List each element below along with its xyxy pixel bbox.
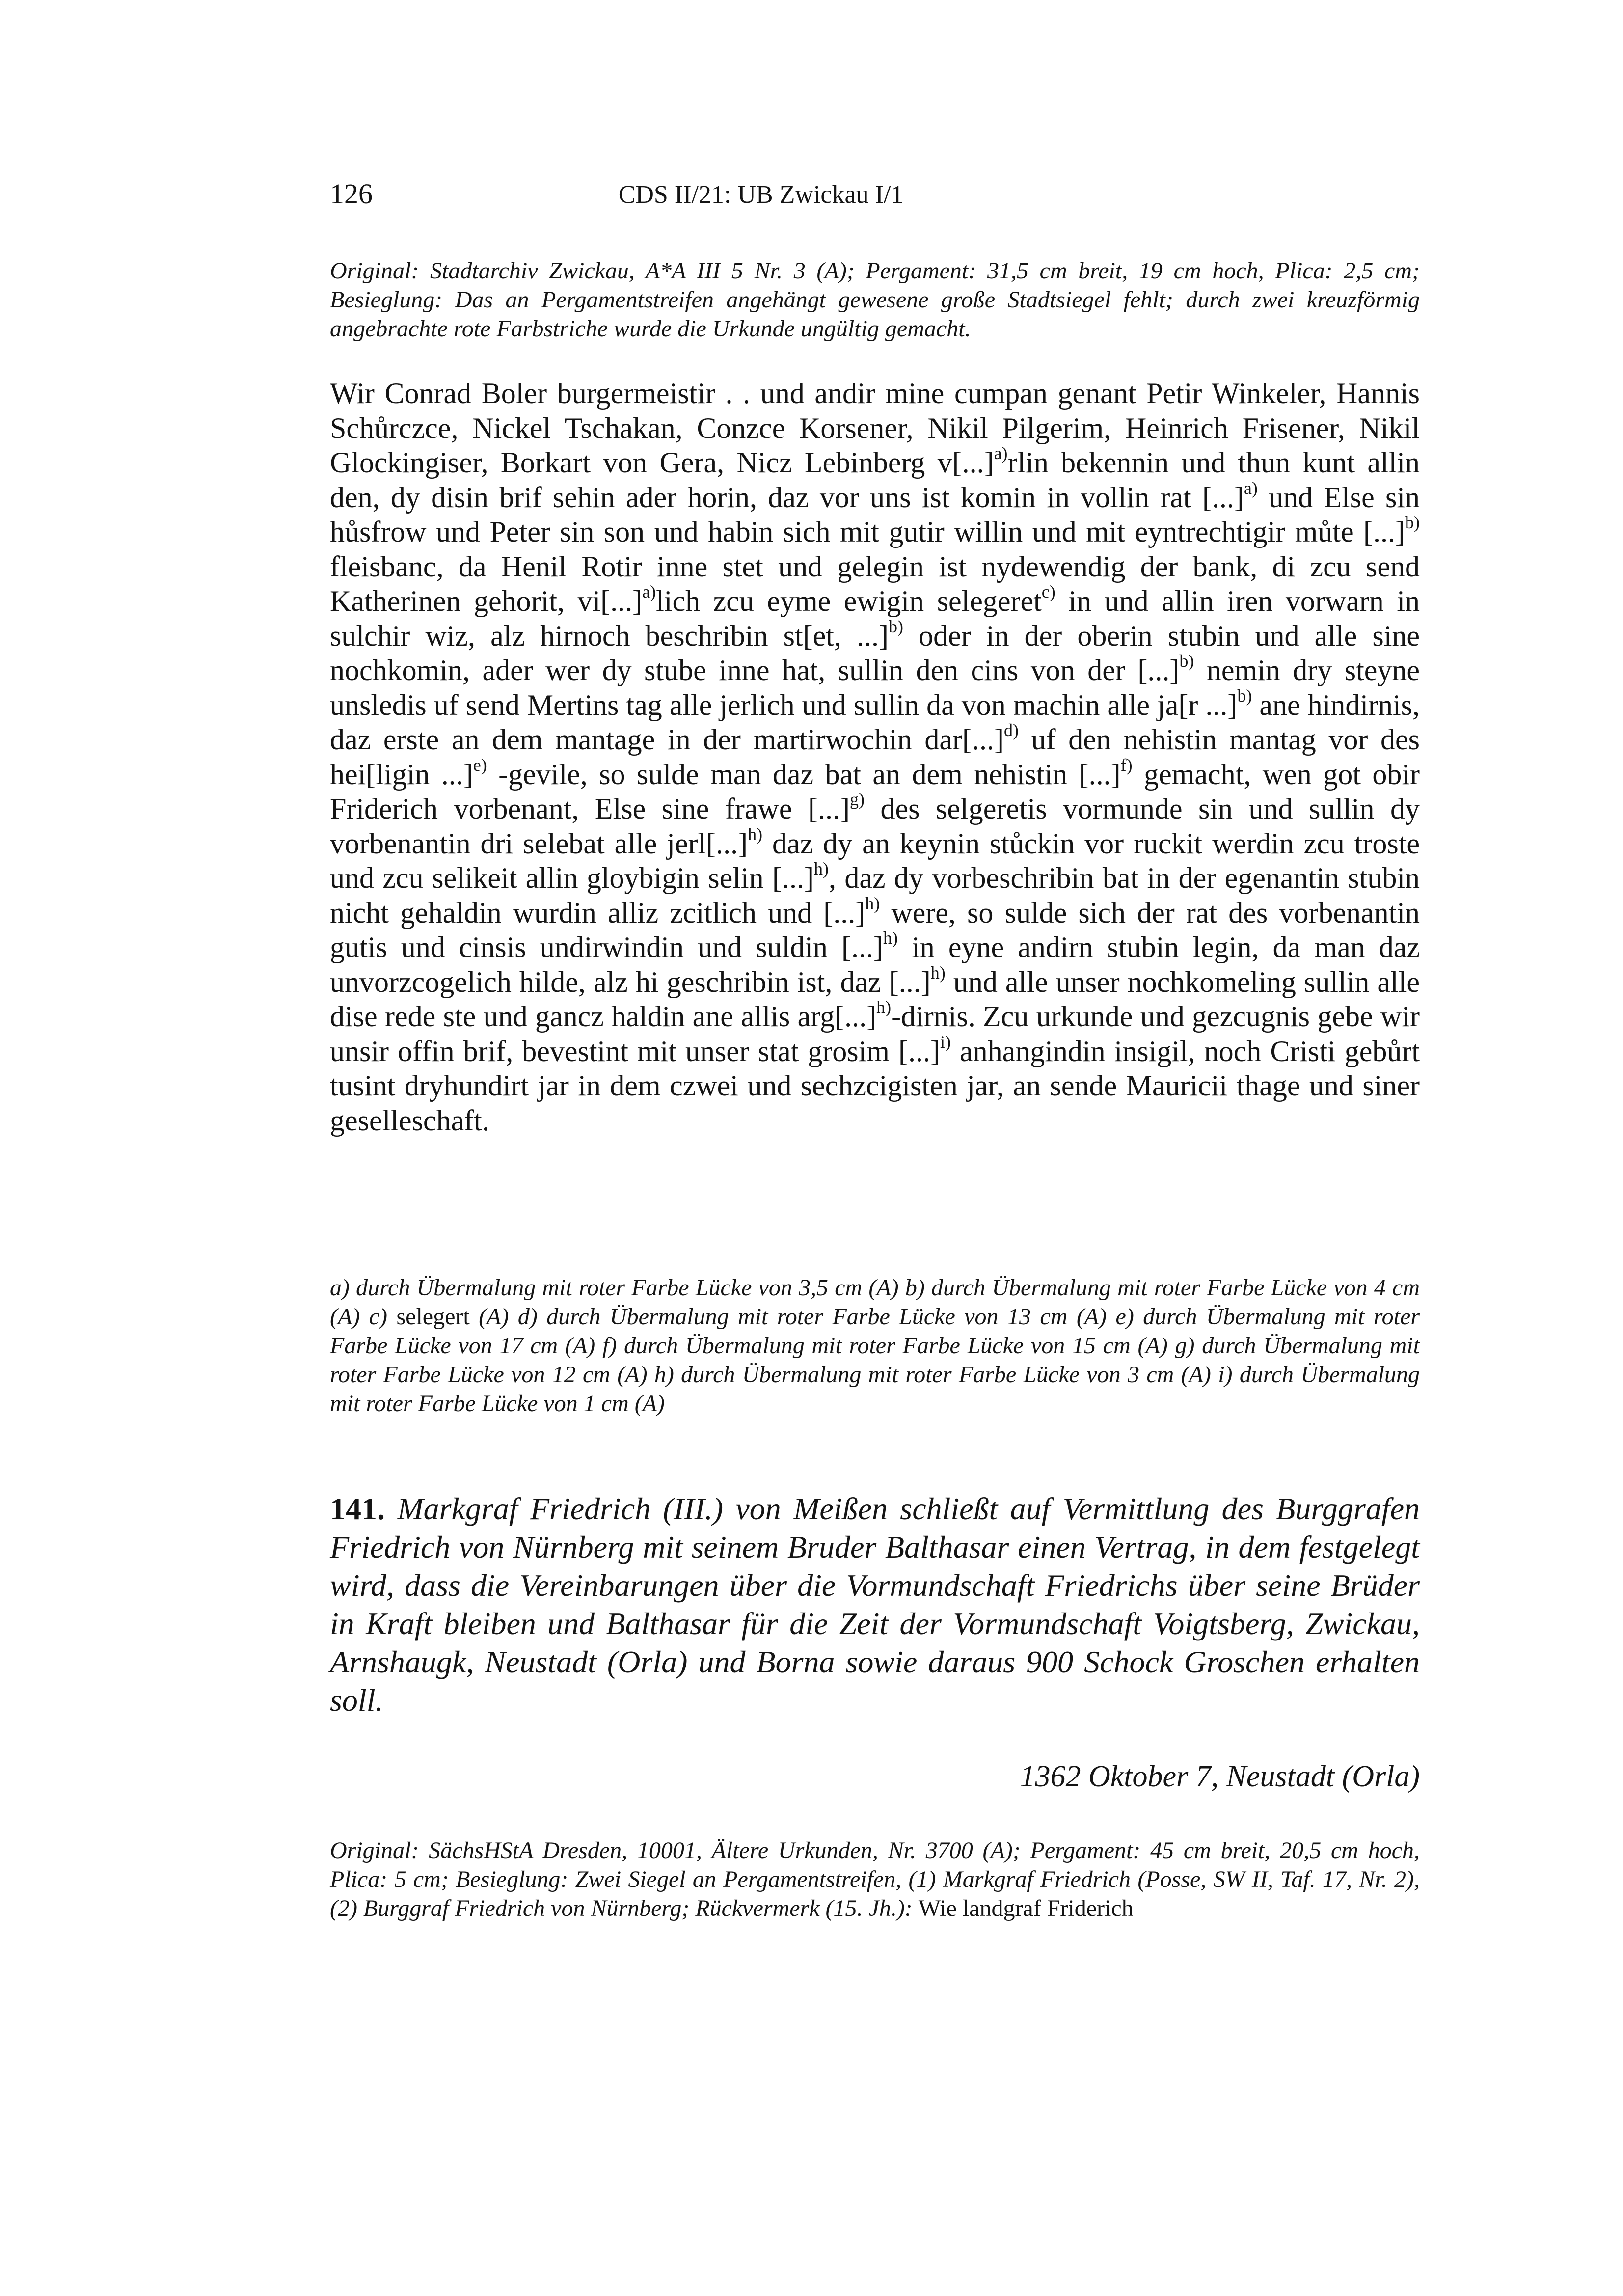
text-segment: fleisbanc, da Henil Rotir inne stet und gelegin ist nydewendig der bank, di zcu send Katherinen gehorit, vi[...] — [330, 550, 1420, 617]
text-segment: nemin dry steyne unsledis uf send Mertins tag alle jerlich und sullin da von machin alle ja[r ...] — [330, 654, 1420, 721]
source-note-text: Original: SächsHStA Dresden, 10001, Ältere Urkunden, Nr. 3700 (A); Pergament: 45 cm breit, 20,5 cm hoch, Plica: 5 cm; Besieglung: Zwei Siegel an Pergamentstreifen, (1) Markgraf Friedrich (Posse, SW II, Taf. 17, Nr. 2), (2) Burggraf Friedrich von Nürnberg; Rückvermerk (15. Jh.): — [330, 1837, 1420, 1921]
text-segment: gemacht, wen got obir Friderich vorbenant, Else sine frawe [...] — [330, 758, 1420, 825]
running-title: CDS II/21: UB Zwickau I/1 — [618, 181, 904, 209]
footnote-mark: h) — [813, 859, 829, 878]
text-segment: und alle unser nochkomeling sullin alle dise rede ste und gancz haldin ane allis arg[...] — [330, 965, 1420, 1033]
footnote-mark: d) — [1003, 720, 1019, 740]
footnote-mark: b) — [889, 616, 904, 636]
footnote-mark: h) — [930, 962, 946, 983]
footnote-mark: h) — [883, 928, 898, 948]
footnote-apparatus — [330, 1273, 1420, 1418]
date-place: 1362 Oktober 7, Neustadt (Orla) — [1020, 1760, 1420, 1793]
footnote-text: (A) d) durch Übermalung mit roter Farbe Lücke von 13 cm (A) e) durch Übermalung mit roter Farbe Lücke von 17 cm (A) f) durch Übermalung mit roter Farbe Lücke von 15 cm (A) g) durch Übermalung mit roter Farbe Lücke von 12 cm (A) h) durch Übermalung mit roter Farbe Lücke von 3 cm (A) i) durch Übermalung mit roter Farbe Lücke von 1 cm (A) — [330, 1304, 1420, 1417]
footnote-mark: c) — [1041, 582, 1055, 601]
text-segment: lich zcu eyme ewigin selegeret — [656, 585, 1042, 617]
text-segment: -dirnis. Zcu urkunde und gezcugnis gebe wir unsir offin brif, bevestint mit unser stat grosim [...] — [330, 1000, 1420, 1067]
document-number: 141. — [330, 1491, 385, 1526]
text-segment: oder in der oberin stubin und alle sine nochkomin, ader wer dy stube inne hat, sullin den cins von der [...] — [330, 619, 1420, 686]
dorsal-note-quote: Wie landgraf Friderich — [918, 1895, 1134, 1921]
footnote-mark: f) — [1120, 755, 1133, 775]
footnote-mark: e) — [473, 755, 487, 775]
footnote-variant-reading: selegert — [396, 1304, 470, 1330]
footnote-text: a) durch Übermalung mit roter Farbe Lücke von 3,5 cm (A) b) durch Übermalung mit roter Farbe Lücke von 4 cm (A) c) — [330, 1275, 1420, 1330]
footnote-mark: i) — [940, 1032, 951, 1052]
footnote-mark: b) — [1179, 651, 1194, 671]
text-segment: ane hindirnis, daz erste an dem mantage in der martirwochin dar[...] — [330, 688, 1420, 756]
text-segment: Wir Conrad Boler burgermeistir . . und andir mine cumpan genant Petir Winkeler, Hannis Schůrczce, Nickel Tschakan, Conzce Korsener, Nikil Pilgerim, Heinrich Frisener, Nikil Glockingiser, Borkart von Gera, Nicz Lebinberg v[...] — [330, 377, 1420, 479]
text-segment: und Else sin hůsfrow und Peter sin son und habin sich mit gutir willin und mit eyntrechtigir můte [...] — [330, 481, 1420, 548]
text-segment: uf den nehistin mantag vor des hei[ligin ...] — [330, 723, 1420, 791]
text-segment: rlin bekennin und thun kunt allin den, dy disin brif sehin ader horin, daz vor uns ist komin in vollin rat [...] — [330, 446, 1420, 514]
document-heading — [330, 1490, 1420, 1720]
text-segment: -gevile, so sulde man daz bat an dem nehistin [...] — [487, 758, 1121, 791]
footnote-mark: h) — [865, 893, 880, 913]
charter-text — [330, 376, 1420, 1138]
text-segment: anhangindin insigil, noch Cristi gebůrt tusint dryhundirt jar in dem czwei und sechzcigisten jar, an sende Mauricii thage und siner geselleschaft. — [330, 1035, 1420, 1137]
page-number: 126 — [330, 178, 373, 210]
footnote-mark: g) — [850, 790, 865, 809]
footnote-mark: a) — [642, 582, 656, 601]
footnote-mark: a) — [994, 443, 1008, 463]
text-segment: des selgeretis vormunde sin und sullin dy vorbenantin dri selebat alle jerl[...] — [330, 793, 1420, 860]
document-summary: Markgraf Friedrich (III.) von Meißen schließt auf Vermittlung des Burggrafen Friedrich von Nürnberg mit seinem Bruder Balthasar einen Vertrag, in dem festgelegt wird, dass die Vereinbarungen über die Vormundschaft Friedrichs über seine Brüder in Kraft bleiben und Balthasar für die Zeit der Vormundschaft Voigtsberg, Zwickau, Arnshaugk, Neustadt (Orla) und Borna sowie daraus 900 Schock Groschen erhalten soll. — [330, 1491, 1420, 1718]
text-segment: , daz dy vorbeschribin bat in der egenantin stubin nicht gehaldin wurdin alliz zcitlich und [...] — [330, 862, 1420, 929]
text-segment: in eyne andirn stubin legin, da man daz unvorzcogelich hilde, alz hi geschribin ist, daz [...] — [330, 931, 1420, 998]
text-segment: were, so sulde sich der rat des vorbenantin gutis und cinsis undirwindin und suldin [...] — [330, 896, 1420, 963]
source-note-141 — [330, 1836, 1420, 1923]
text-segment: in und allin iren vorwarn in sulchir wiz, alz hirnoch beschribin st[et, ...] — [330, 585, 1420, 652]
source-note: Original: Stadtarchiv Zwickau, A*A III 5 Nr. 3 (A); Pergament: 31,5 cm breit, 19 cm hoch, Plica: 2,5 cm; Besieglung: Das an Pergamentstreifen angehängt gewesene große Stadtsiegel fehlt; durch zwei kreuzförmig angebrachte rote Farbstriche wurde die Urkunde ungültig gemacht. — [330, 258, 1420, 342]
footnote-mark: a) — [1244, 478, 1258, 498]
footnote-mark: b) — [1405, 513, 1420, 532]
footnote-mark: h) — [748, 824, 763, 844]
footnote-mark: h) — [876, 997, 892, 1017]
footnote-mark: b) — [1237, 685, 1252, 706]
text-segment: daz dy an keynin stůckin vor ruckit werdin zcu troste und zcu selikeit allin gloybigin selin [...] — [330, 827, 1420, 894]
